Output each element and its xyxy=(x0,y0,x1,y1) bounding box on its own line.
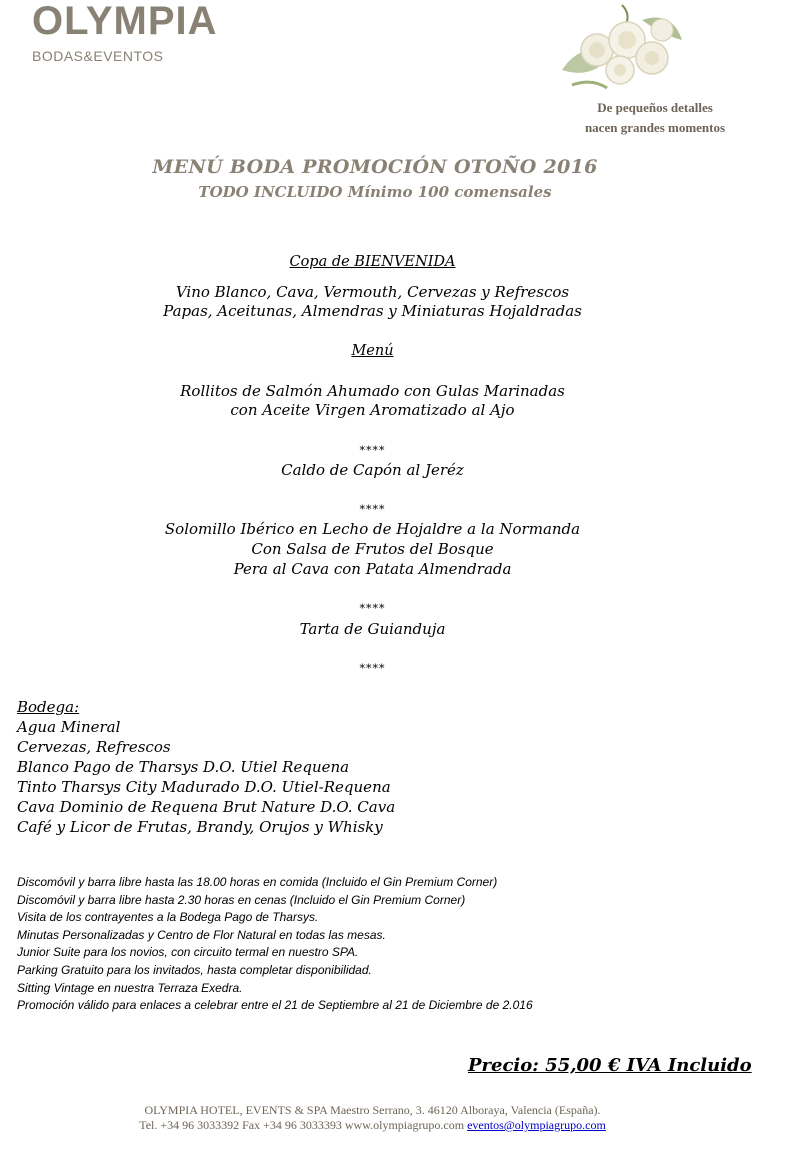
bodega-section xyxy=(17,697,395,837)
menu-course-line: con Aceite Virgen Aromatizado al Ajo xyxy=(230,401,515,419)
menu-course-line: Solomillo Ibérico en Lecho de Hojaldre a la Normanda xyxy=(164,520,581,538)
bodega-item: Café y Licor de Frutas, Brandy, Orujos y Whisky xyxy=(17,818,383,836)
welcome-line: Vino Blanco, Cava, Vermouth, Cervezas y Refrescos xyxy=(175,283,570,301)
welcome-heading: Copa de BIENVENIDA xyxy=(289,254,456,270)
bodega-heading: Bodega: xyxy=(17,698,80,716)
menu-separator: **** xyxy=(359,503,386,516)
footer-contact xyxy=(0,1118,745,1133)
bodega-item: Agua Mineral xyxy=(17,718,121,736)
extras-list xyxy=(17,874,533,1015)
menu-course-line: Caldo de Capón al Jeréz xyxy=(281,461,464,479)
page-subtitle: TODO INCLUIDO Mínimo 100 comensales xyxy=(198,183,552,201)
price: Precio: 55,00 € IVA Incluido xyxy=(468,1055,752,1076)
footer-email-link[interactable]: eventos@olympiagrupo.com xyxy=(467,1118,606,1132)
bodega-item: Tinto Tharsys City Madurado D.O. Utiel-Requena xyxy=(17,778,391,796)
bodega-item: Blanco Pago de Tharsys D.O. Utiel Requena xyxy=(17,758,350,776)
tagline-line: nacen grandes momentos xyxy=(584,120,726,135)
extras-item: Promoción válido para enlaces a celebrar entre el 21 de Septiembre al 21 de Diciembre de 2.016 xyxy=(17,998,533,1013)
tagline-line: De pequeños detalles xyxy=(597,100,713,115)
extras-item: Discomóvil y barra libre hasta las 18.00 horas en comida (Incluido el Gin Premium Corner) xyxy=(17,875,498,889)
footer-contact-text: Tel. +34 96 3033392 Fax +34 96 3033393 www.olympiagrupo.com xyxy=(139,1118,465,1132)
extras-item: Visita de los contrayentes a la Bodega Pago de Tharsys. xyxy=(17,910,319,925)
menu-heading: Menú xyxy=(351,343,394,359)
menu-separator: **** xyxy=(359,602,386,615)
rose-bouquet-image xyxy=(552,0,686,92)
extras-item: Sitting Vintage en nuestra Terraza Exedra. xyxy=(17,980,243,995)
bodega-item: Cava Dominio de Requena Brut Nature D.O. Cava xyxy=(17,798,396,816)
welcome-line: Papas, Aceitunas, Almendras y Miniaturas Hojaldradas xyxy=(163,302,582,320)
logo-subtitle: BODAS&EVENTOS xyxy=(32,48,164,64)
extras-item: Minutas Personalizadas y Centro de Flor Natural en todas las mesas. xyxy=(17,927,386,942)
menu-course-line: Con Salsa de Frutos del Bosque xyxy=(251,540,494,558)
menu-course-line: Pera al Cava con Patata Almendrada xyxy=(233,560,512,578)
logo-title: OLYMPIA xyxy=(32,0,218,43)
extras-item: Discomóvil y barra libre hasta 2.30 horas en cenas (Incluido el Gin Premium Corner) xyxy=(17,892,466,907)
menu-course-line: Rollitos de Salmón Ahumado con Gulas Marinadas xyxy=(180,382,565,400)
extras-item: Junior Suite para los novios, con circuito termal en nuestro SPA. xyxy=(17,945,359,960)
menu-separator: **** xyxy=(359,662,386,675)
menu-separator: **** xyxy=(359,444,386,457)
tagline xyxy=(520,98,790,138)
page-title: MENÚ BODA PROMOCIÓN OTOÑO 2016 xyxy=(152,156,598,178)
logo xyxy=(32,0,218,64)
bodega-item: Cervezas, Refrescos xyxy=(17,738,171,756)
menu-course-line: Tarta de Guianduja xyxy=(299,620,446,638)
footer-address: OLYMPIA HOTEL, EVENTS & SPA Maestro Serrano, 3. 46120 Alboraya, Valencia (España). xyxy=(144,1103,601,1117)
extras-item: Parking Gratuito para los invitados, hasta completar disponibilidad. xyxy=(17,962,372,977)
